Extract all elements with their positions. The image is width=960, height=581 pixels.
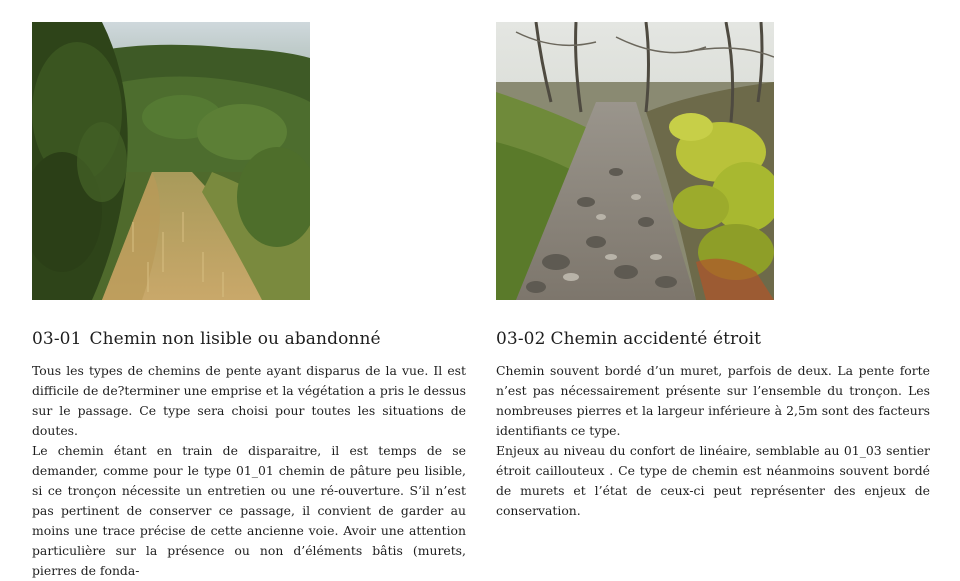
section-heading (496, 327, 761, 351)
stony-path-photo (496, 22, 774, 300)
section-body (496, 361, 930, 521)
section-title: Chemin non lisible ou abandonné (89, 329, 381, 349)
paragraph: Le chemin étant en train de disparaitre, il est temps de se demander, comme pour le type 01_01 chemin de pâture peu lisible, si ce tronçon nécessite un entretien ou une ré-ouverture. S’il n’est pas pertinent de conserver ce passage, il convient de garder au moins une trace précise de cette ancienne voie. Avoir une attention particulière sur la présence ou non d’éléments bâtis (murets, pierres de fonda- (32, 443, 466, 578)
paragraph: Tous les types de chemins de pente ayant disparus de la vue. Il est difficile de de?terminer une emprise et la végétation a pris le dessus sur le passage. Ce type sera choisi pour toutes les situations de doutes. (32, 363, 466, 438)
paragraph: Enjeux au niveau du confort de linéaire, semblable au 01_03 sentier étroit caillouteux . Ce type de chemin est néanmoins souvent bordé de murets et l’état de ceux-ci peut représenter des enjeux de conservation. (496, 443, 930, 518)
section-title: Chemin accidenté étroit (550, 329, 762, 349)
section-code: 03-02 (496, 329, 546, 349)
section-heading (32, 327, 381, 351)
section-code: 03-01 (32, 329, 82, 349)
overgrown-path-photo (32, 22, 310, 300)
section-body (32, 361, 466, 581)
paragraph: Chemin souvent bordé d’un muret, parfois de deux. La pente forte n’est pas nécessairement présente sur l’ensemble du tronçon. Les nombreuses pierres et la largeur inférieure à 2,5m sont des facteurs identifiants ce type. (496, 363, 930, 438)
